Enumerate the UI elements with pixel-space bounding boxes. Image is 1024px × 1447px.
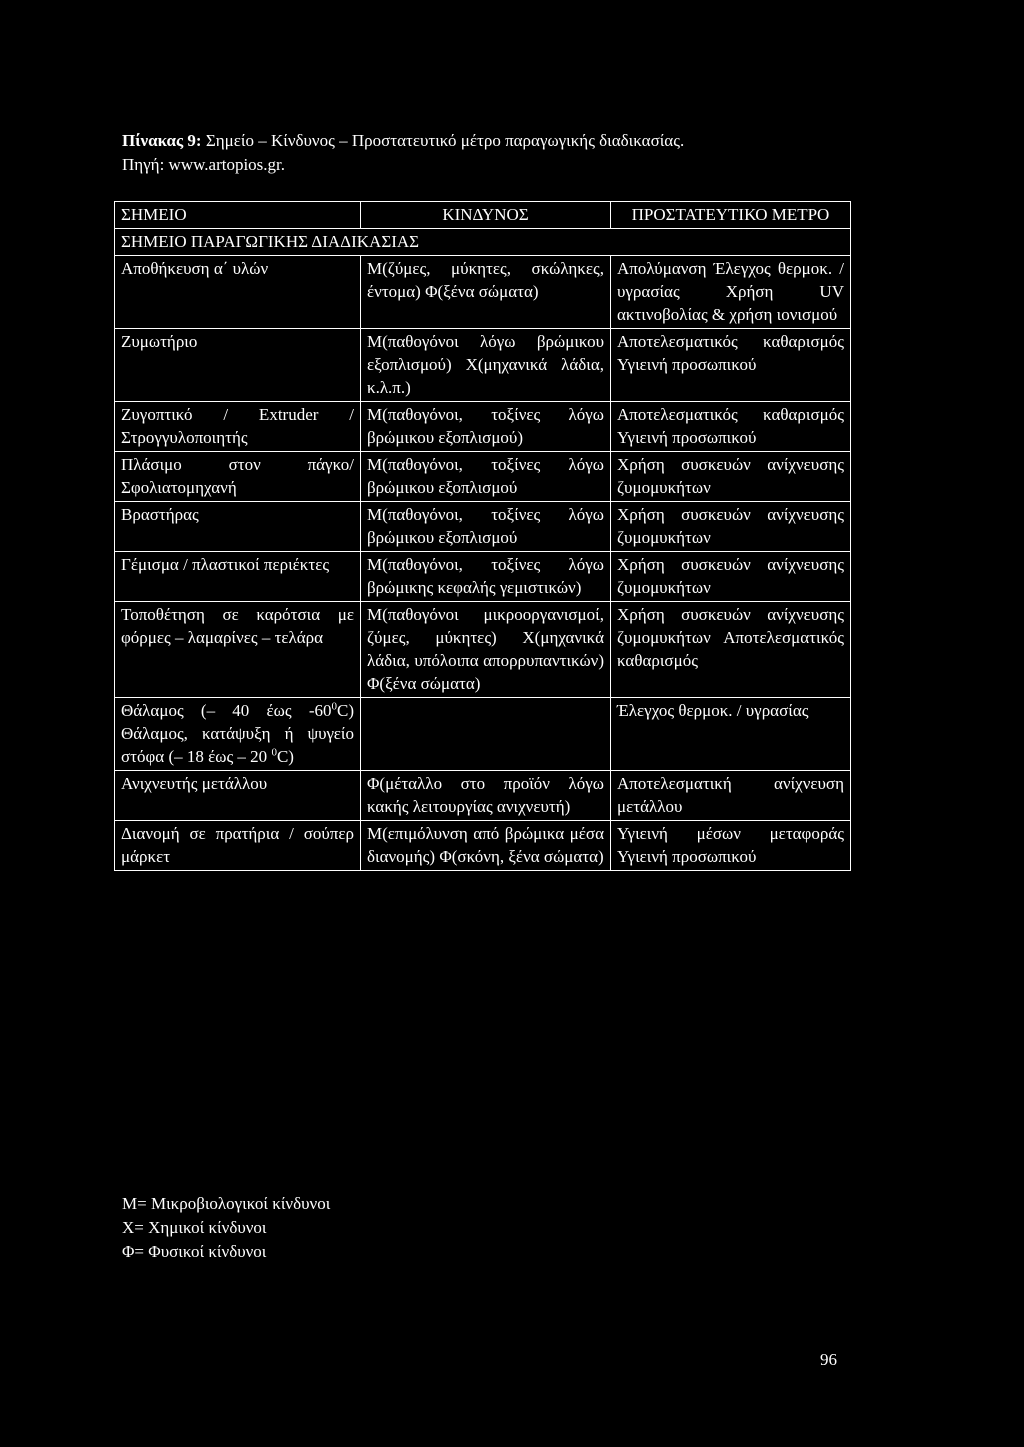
- cell-measure: Υγιεινή μέσων μεταφοράς Υγιεινή προσωπικού: [611, 821, 851, 871]
- cell-measure: Χρήση συσκευών ανίχνευσης ζυμομυκήτων: [611, 502, 851, 552]
- table-row: [115, 552, 851, 602]
- cell-point-part: C): [276, 747, 294, 766]
- degree-superscript: 0: [271, 746, 277, 759]
- cell-measure: Χρήση συσκευών ανίχνευσης ζυμομυκήτων: [611, 452, 851, 502]
- legend-item: Χ= Χημικοί κίνδυνοι: [122, 1218, 267, 1237]
- table-header-row: [115, 202, 851, 229]
- header-point: ΣΗΜΕΙΟ: [115, 202, 361, 229]
- cell-hazard: [361, 698, 611, 771]
- hazard-table: [114, 201, 851, 871]
- cell-hazard: Μ(ζύμες, μύκητες, σκώληκες, έντομα) Φ(ξένα σώματα): [361, 256, 611, 329]
- table-row: [115, 821, 851, 871]
- caption-source: Πηγή: www.artopios.gr.: [122, 155, 286, 174]
- cell-hazard: Μ(παθογόνοι μικροοργανισμοί, ζύμες, μύκητες) Χ(μηχανικά λάδια, υπόλοιπα απορρυπαντικών) Φ(ξένα σώματα): [361, 602, 611, 698]
- cell-hazard: Μ(παθογόνοι, τοξίνες λόγω βρώμικου εξοπλισμού: [361, 452, 611, 502]
- cell-point: Γέμισμα / πλαστικοί περιέκτες: [115, 552, 361, 602]
- legend-item: Μ= Μικροβιολογικοί κίνδυνοι: [122, 1194, 331, 1213]
- table-row: [115, 602, 851, 698]
- table-subheader-row: [115, 229, 851, 256]
- caption-label: Πίνακας 9:: [122, 131, 202, 150]
- page-number: 96: [820, 1350, 837, 1369]
- cell-measure: Αποτελεσματικός καθαρισμός Υγιεινή προσωπικού: [611, 402, 851, 452]
- degree-superscript: 0: [331, 700, 337, 713]
- table-row: [115, 698, 851, 771]
- table-row: [115, 771, 851, 821]
- table-row: [115, 452, 851, 502]
- cell-point: Ζυμωτήριο: [115, 329, 361, 402]
- cell-hazard: Μ(παθογόνοι λόγω βρώμικου εξοπλισμού) Χ(μηχανικά λάδια, κ.λ.π.): [361, 329, 611, 402]
- cell-point: Βραστήρας: [115, 502, 361, 552]
- cell-measure: Έλεγχος θερμοκ. / υγρασίας: [611, 698, 851, 771]
- header-measure: ΠΡΟΣΤΑΤΕΥΤΙΚΟ ΜΕΤΡΟ: [611, 202, 851, 229]
- cell-hazard: Μ(παθογόνοι, τοξίνες λόγω βρώμικου εξοπλισμού: [361, 502, 611, 552]
- cell-hazard: Μ(παθογόνοι, τοξίνες λόγω βρώμικης κεφαλής γεμιστικών): [361, 552, 611, 602]
- cell-measure: Αποτελεσματική ανίχνευση μετάλλου: [611, 771, 851, 821]
- cell-point-part: C) Θάλαμος, κατάψυξη ή ψυγείο στόφα (– 18 έως – 20: [121, 701, 354, 766]
- cell-point: [115, 698, 361, 771]
- table-caption: [122, 129, 882, 177]
- table-row: [115, 329, 851, 402]
- cell-point: Πλάσιμο στον πάγκο/ Σφολιατομηχανή: [115, 452, 361, 502]
- header-hazard: ΚΙΝΔΥΝΟΣ: [361, 202, 611, 229]
- cell-point-part: Θάλαμος (– 40 έως -60: [121, 701, 332, 720]
- cell-point: Ανιχνευτής μετάλλου: [115, 771, 361, 821]
- table-row: [115, 402, 851, 452]
- cell-point: Διανομή σε πρατήρια / σούπερ μάρκετ: [115, 821, 361, 871]
- cell-hazard: Μ(παθογόνοι, τοξίνες λόγω βρώμικου εξοπλισμού): [361, 402, 611, 452]
- table-row: [115, 502, 851, 552]
- cell-hazard: Μ(επιμόλυνση από βρώμικα μέσα διανομής) Φ(σκόνη, ξένα σώματα): [361, 821, 611, 871]
- cell-point: Ζυγοπτικό / Extruder / Στρογγυλοποιητής: [115, 402, 361, 452]
- cell-point: Τοποθέτηση σε καρότσια με φόρμες – λαμαρίνες – τελάρα: [115, 602, 361, 698]
- cell-measure: Αποτελεσματικός καθαρισμός Υγιεινή προσωπικού: [611, 329, 851, 402]
- caption-text: Σημείο – Κίνδυνος – Προστατευτικό μέτρο παραγωγικής διαδικασίας.: [205, 131, 685, 150]
- cell-measure: Χρήση συσκευών ανίχνευσης ζυμομυκήτων: [611, 552, 851, 602]
- table-row: [115, 256, 851, 329]
- cell-point: Αποθήκευση α΄ υλών: [115, 256, 361, 329]
- cell-measure: Χρήση συσκευών ανίχνευσης ζυμομυκήτων Αποτελεσματικός καθαρισμός: [611, 602, 851, 698]
- subheader-production-point: ΣΗΜΕΙΟ ΠΑΡΑΓΩΓΙΚΗΣ ΔΙΑΔΙΚΑΣΙΑΣ: [115, 229, 851, 256]
- cell-hazard: Φ(μέταλλο στο προϊόν λόγω κακής λειτουργίας ανιχνευτή): [361, 771, 611, 821]
- cell-measure: Απολύμανση Έλεγχος θερμοκ. / υγρασίας Χρήση UV ακτινοβολίας & χρήση ιονισμού: [611, 256, 851, 329]
- legend: [122, 1192, 330, 1264]
- legend-item: Φ= Φυσικοί κίνδυνοι: [122, 1242, 267, 1261]
